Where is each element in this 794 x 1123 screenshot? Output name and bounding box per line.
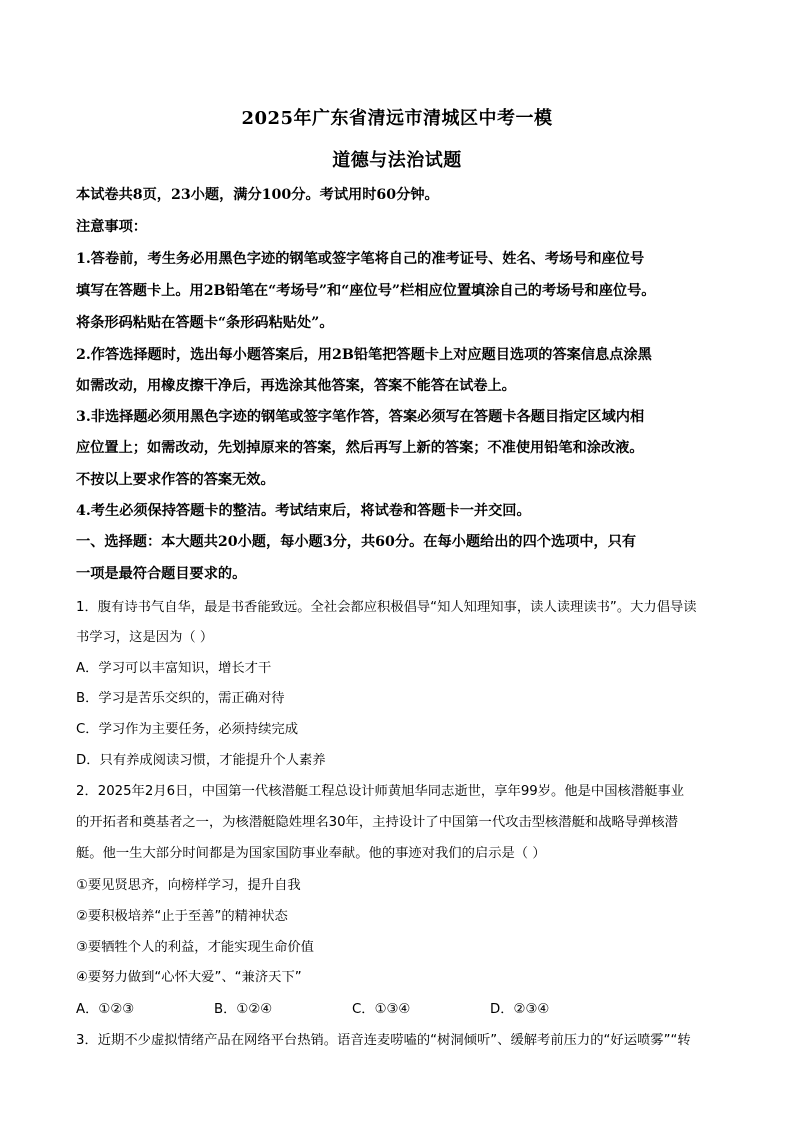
- question-1-option-b: B．学习是苦乐交织的，需正确对待: [76, 691, 285, 706]
- section-heading: 一项是最符合题目要求的。: [76, 566, 247, 582]
- question-2-item: ③要牺牲个人的利益，才能实现生命价值: [76, 940, 314, 955]
- notes-heading: 注意事项：: [76, 219, 147, 235]
- notes-line: 3.非选择题必须用黑色字迹的钢笔或签字笔作答，答案必须写在答题卡各题目指定区域内相: [76, 409, 645, 425]
- question-2-stem: 2．2025年2月6日，中国第一代核潜艇工程总设计师黄旭华同志逝世，享年99岁。他是中国核潜艇事业: [76, 784, 685, 799]
- notes-line: 应位置上；如需改动，先划掉原来的答案，然后再写上新的答案；不准使用铅笔和涂改液。: [76, 440, 644, 456]
- exam-subtitle: 道德与法治试题: [332, 150, 462, 171]
- question-2-choice-d: D．②③④: [490, 1002, 550, 1017]
- question-2-item: ②要积极培养“止于至善”的精神状态: [76, 909, 288, 924]
- question-2-choice-b: B．①②④: [214, 1002, 273, 1017]
- question-1-option-c: C．学习作为主要任务，必须持续完成: [76, 722, 299, 737]
- notes-line: 如需改动，用橡皮擦干净后，再选涂其他答案，答案不能答在试卷上。: [76, 378, 516, 394]
- question-2-stem: 艇。他一生大部分时间都是为国家国防事业奉献。他的事迹对我们的启示是（ ）: [76, 846, 546, 861]
- question-3-stem: 3．近期不少虚拟情绪产品在网络平台热销。语音连麦唠嗑的“树洞倾听”、缓解考前压力的“好运喷雾”“转: [76, 1033, 691, 1048]
- notes-line: 4.考生必须保持答题卡的整洁。考试结束后，将试卷和答题卡一并交回。: [76, 503, 531, 519]
- notes-line: 2.作答选择题时，选出每小题答案后，用2B铅笔把答题卡上对应题目选项的答案信息点涂黑: [76, 347, 652, 363]
- question-2-stem: 的开拓者和奠基者之一，为核潜艇隐姓埋名30年，主持设计了中国第一代攻击型核潜艇和战略导弹核潜: [76, 815, 678, 830]
- notes-line: 将条形码粘贴在答题卡“条形码粘贴处”。: [76, 315, 334, 331]
- question-2-item: ①要见贤思齐，向榜样学习，提升自我: [76, 878, 301, 893]
- exam-intro: 本试卷共8页，23小题，满分100分。考试用时60分钟。: [76, 187, 439, 203]
- question-1-option-a: A．学习可以丰富知识，增长才干: [76, 661, 272, 676]
- section-heading: 一、选择题：本大题共20小题，每小题3分，共60分。在每小题给出的四个选项中，只有: [76, 534, 637, 550]
- question-1-stem: 书学习，这是因为（ ）: [76, 630, 214, 645]
- notes-line: 1.答卷前，考生务必用黑色字迹的钢笔或签字笔将自己的准考证号、姓名、考场号和座位号: [76, 251, 645, 267]
- notes-line: 填写在答题卡上。用2B铅笔在“考场号”和“座位号”栏相应位置填涂自己的考场号和座位号。: [76, 283, 656, 299]
- question-2-choice-c: C．①③④: [352, 1002, 411, 1017]
- question-1-option-d: D．只有养成阅读习惯，才能提升个人素养: [76, 753, 326, 768]
- question-2-choice-a: A．①②③: [76, 1002, 135, 1017]
- exam-title: 2025年广东省清远市清城区中考一模: [241, 108, 553, 129]
- question-2-item: ④要努力做到“心怀大爱”、“兼济天下”: [76, 970, 302, 985]
- question-1-stem: 1．腹有诗书气自华，最是书香能致远。全社会都应积极倡导“知人知理知事，读人读理读书”。大力倡导读: [76, 600, 697, 615]
- notes-line: 不按以上要求作答的答案无效。: [76, 472, 275, 488]
- question-2-choices: [76, 998, 726, 1018]
